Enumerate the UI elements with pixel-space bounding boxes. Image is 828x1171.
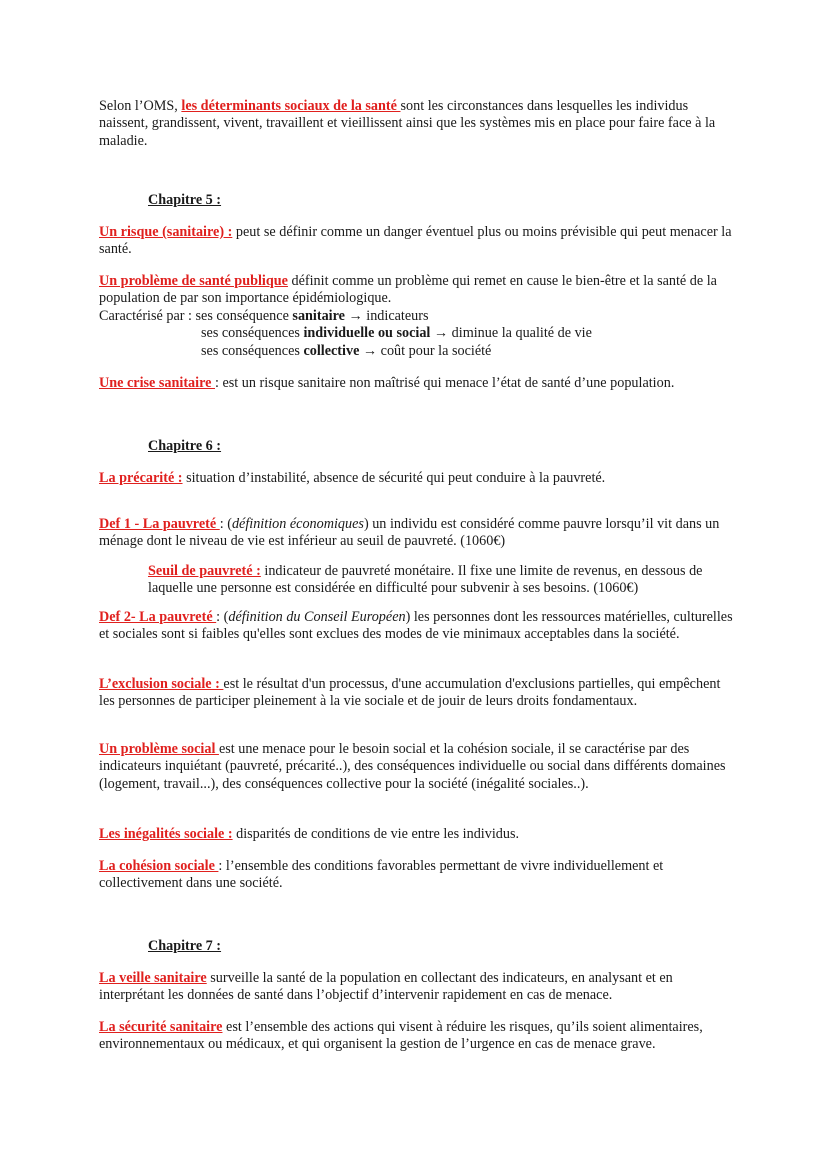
crise-paragraph [99, 375, 739, 392]
def2-pre: : ( [216, 609, 229, 625]
caracterise-line-3 [99, 343, 739, 360]
chapter-6-title: Chapitre 6 : [148, 438, 222, 454]
caracterise-l3-pre: ses conséquences [201, 342, 304, 359]
def2-paragraph [99, 609, 739, 644]
def1-italic: définition économiques [231, 516, 364, 532]
def1-pre: : ( [219, 516, 232, 532]
chapter-7-title: Chapitre 7 : [148, 938, 222, 954]
term-determinants-sociaux: les déterminants sociaux de la santé [181, 98, 401, 114]
caracterise-l2-pre: ses conséquences [201, 325, 304, 342]
seuil-paragraph [148, 563, 738, 598]
crise-definition: : est un risque sanitaire non maîtrisé qui menace l’état de santé d’une population. [214, 375, 675, 391]
term-inegalites-sociale: Les inégalités sociale : [99, 826, 233, 842]
risque-definition: peut se définir comme un danger éventuel plus ou moins prévisible qui peut menacer la santé. [99, 224, 732, 258]
probleme-sante-paragraph [99, 273, 739, 308]
inegalites-definition: disparités de conditions de vie entre les individus. [232, 826, 520, 842]
caracterise-l2-bold: individuelle ou social [303, 325, 431, 342]
chapter-5-title: Chapitre 5 : [148, 192, 222, 208]
caracterise-l1-bold: sanitaire [292, 308, 345, 324]
caracterise-l1-post: → indicateurs [344, 308, 429, 324]
veille-definition: surveille la santé de la population en collectant des indicateurs, en analysant et en interprétant les données de santé dans l’objectif d’intervenir rapidement en cas de menace. [99, 970, 673, 1004]
exclusion-definition: est le résultat d'un processus, d'une accumulation d'exclusions partielles, qui empêchent les personnes de participer pleinement à la vie sociale et de jouir de leurs droits fondamentaux. [99, 676, 721, 710]
caracterise-l1-pre: Caractérisé par : ses conséquence [99, 308, 293, 324]
probleme-sante-definition: définit comme un problème qui remet en cause le bien-être et la santé de la population de par son importance épidémiologique. [99, 273, 717, 307]
def1-definition: ) un individu est considéré comme pauvre lorsqu’il vit dans un ménage dont le niveau de vie est inférieur au seuil de pauvreté. (1060€) [99, 516, 720, 550]
term-veille-sanitaire: La veille sanitaire [99, 970, 207, 986]
term-securite-sanitaire: La sécurité sanitaire [99, 1019, 223, 1035]
term-seuil-pauvrete: Seuil de pauvreté : [148, 563, 261, 579]
precarite-paragraph [99, 470, 739, 487]
term-probleme-sante-publique: Un problème de santé publique [99, 273, 288, 289]
caracterise-line-2 [99, 325, 739, 342]
term-def1-pauvrete: Def 1 - La pauvreté [99, 516, 220, 532]
caracterise-block [99, 308, 739, 360]
intro-lead: Selon l’OMS, [99, 98, 182, 114]
securite-definition: est l’ensemble des actions qui visent à réduire les risques, qu’ils soient alimentaires, environnementaux ou médicaux, et qui organisent la gestion de l’urgence en cas de menace grave. [99, 1019, 703, 1053]
probleme-social-paragraph [99, 741, 739, 793]
def2-italic: définition du Conseil Européen [228, 609, 406, 625]
caracterise-l2-post: → diminue la qualité de vie [430, 325, 592, 342]
risque-paragraph [99, 224, 739, 259]
caracterise-l3-bold: collective [303, 342, 360, 359]
exclusion-paragraph [99, 676, 739, 711]
term-exclusion-sociale: L’exclusion sociale : [99, 676, 224, 692]
veille-paragraph [99, 970, 739, 1005]
caracterise-line-1 [99, 308, 739, 325]
intro-definition: sont les circonstances dans lesquelles les individus naissent, grandissent, vivent, travaillent et vieillissent ainsi que les systèmes mis en place pour faire face à la maladie. [99, 98, 716, 149]
term-probleme-social: Un problème social [99, 741, 219, 757]
term-risque-sanitaire: Un risque (sanitaire) : [99, 224, 233, 240]
term-cohesion-sociale: La cohésion sociale [99, 858, 219, 874]
def2-definition: ) les personnes dont les ressources matérielles, culturelles et sociales sont si faibles qu'elles sont exclues des modes de vie minimaux acceptables dans la société. [99, 609, 733, 643]
term-precarite: La précarité : [99, 470, 183, 486]
cohesion-paragraph [99, 858, 739, 893]
precarite-definition: situation d’instabilité, absence de sécurité qui peut conduire à la pauvreté. [182, 470, 606, 486]
seuil-definition: indicateur de pauvreté monétaire. Il fixe une limite de revenus, en dessous de laquelle une personne est considérée en difficulté pour subvenir à ses besoins. (1060€) [148, 563, 703, 597]
def1-paragraph [99, 516, 739, 551]
term-def2-pauvrete: Def 2- La pauvreté [99, 609, 217, 625]
term-crise-sanitaire: Une crise sanitaire [99, 375, 215, 391]
securite-paragraph [99, 1019, 739, 1054]
probleme-social-definition: est une menace pour le besoin social et la cohésion sociale, il se caractérise par des indicateurs inquiétant (pauvreté, précarité..), des conséquences individuelle ou social dans différents domaines (logement, travail...), des conséquences collective pour la société (inégalité sociales..). [99, 741, 726, 792]
intro-paragraph [99, 98, 739, 150]
caracterise-l3-post: → coût pour la société [359, 342, 492, 359]
cohesion-definition: : l’ensemble des conditions favorables permettant de vivre individuellement et collectivement dans une société. [99, 858, 664, 892]
inegalites-paragraph [99, 826, 739, 843]
